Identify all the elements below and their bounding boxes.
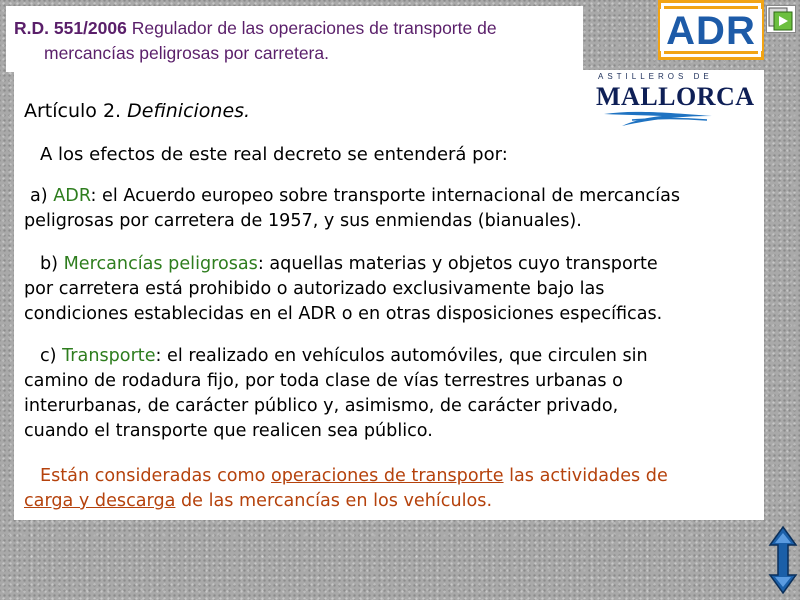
definition-b-line-3: condiciones establecidas en el ADR o en otras disposiciones específicas. bbox=[24, 304, 663, 324]
title-line-1 bbox=[14, 18, 497, 38]
title-text-1: Regulador de las operaciones de transporte de bbox=[126, 18, 497, 38]
definition-b-prefix: b) bbox=[40, 254, 64, 274]
definition-b bbox=[24, 252, 759, 327]
adr-logo-text: ADR bbox=[660, 9, 762, 51]
conclusion-part-1: Están consideradas como bbox=[40, 466, 271, 486]
definition-a-line-1: : el Acuerdo europeo sobre transporte internacional de mercancías bbox=[90, 186, 681, 206]
definition-a-term: ADR bbox=[53, 186, 91, 206]
next-slide-button[interactable] bbox=[766, 5, 796, 33]
definition-b-term: Mercancías peligrosas bbox=[63, 254, 258, 274]
logo-top-text: ASTILLEROS DE bbox=[598, 72, 713, 81]
article-heading bbox=[24, 100, 250, 122]
definition-b-line-2: por carretera está prohibido o autorizado exclusivamente bajo las bbox=[24, 279, 605, 299]
intro-text: A los efectos de este real decreto se entenderá por: bbox=[40, 144, 508, 165]
definition-c-line-1: : el realizado en vehículos automóviles, que circulen sin bbox=[155, 346, 648, 366]
definition-b-line-1: : aquellas materias y objetos cuyo transporte bbox=[257, 254, 658, 274]
title-line-2: mercancías peligrosas por carretera. bbox=[44, 43, 329, 63]
wave-icon bbox=[602, 110, 722, 128]
definition-c-line-4: cuando el transporte que realicen sea público. bbox=[24, 421, 433, 441]
title-decree-number: R.D. 551/2006 bbox=[14, 18, 127, 38]
definition-a-line-2: peligrosas por carretera de 1957, y sus enmiendas (bianuales). bbox=[24, 211, 582, 231]
article-title: Definiciones. bbox=[127, 100, 251, 122]
definition-c-line-3: interurbanas, de carácter público y, asimismo, de carácter privado, bbox=[24, 396, 619, 416]
definition-a-prefix: a) bbox=[30, 186, 54, 206]
logo-name-text: MALLORCA bbox=[596, 82, 755, 111]
next-slide-icon bbox=[767, 6, 795, 32]
definition-c-prefix: c) bbox=[40, 346, 63, 366]
operaciones-transporte-link[interactable]: operaciones de transporte bbox=[271, 466, 504, 486]
article-label: Artículo 2. bbox=[24, 100, 122, 122]
slide-content bbox=[14, 70, 764, 520]
slide-title bbox=[6, 6, 583, 72]
carga-descarga-link[interactable]: carga y descarga bbox=[24, 491, 176, 511]
conclusion-text bbox=[24, 464, 759, 514]
adr-logo-background bbox=[664, 6, 758, 54]
definition-c-line-2: camino de rodadura fijo, por toda clase de vías terrestres urbanas o bbox=[24, 371, 623, 391]
conclusion-part-2: las actividades de bbox=[503, 466, 668, 486]
definition-c bbox=[24, 344, 759, 444]
navigation-arrows[interactable] bbox=[768, 525, 798, 595]
conclusion-part-3: de las mercancías en los vehículos. bbox=[175, 491, 493, 511]
up-down-arrow-icon bbox=[768, 525, 798, 595]
adr-logo bbox=[658, 0, 764, 60]
definition-c-term: Transporte bbox=[62, 346, 156, 366]
astilleros-mallorca-logo bbox=[584, 70, 755, 130]
definition-a bbox=[24, 184, 759, 234]
